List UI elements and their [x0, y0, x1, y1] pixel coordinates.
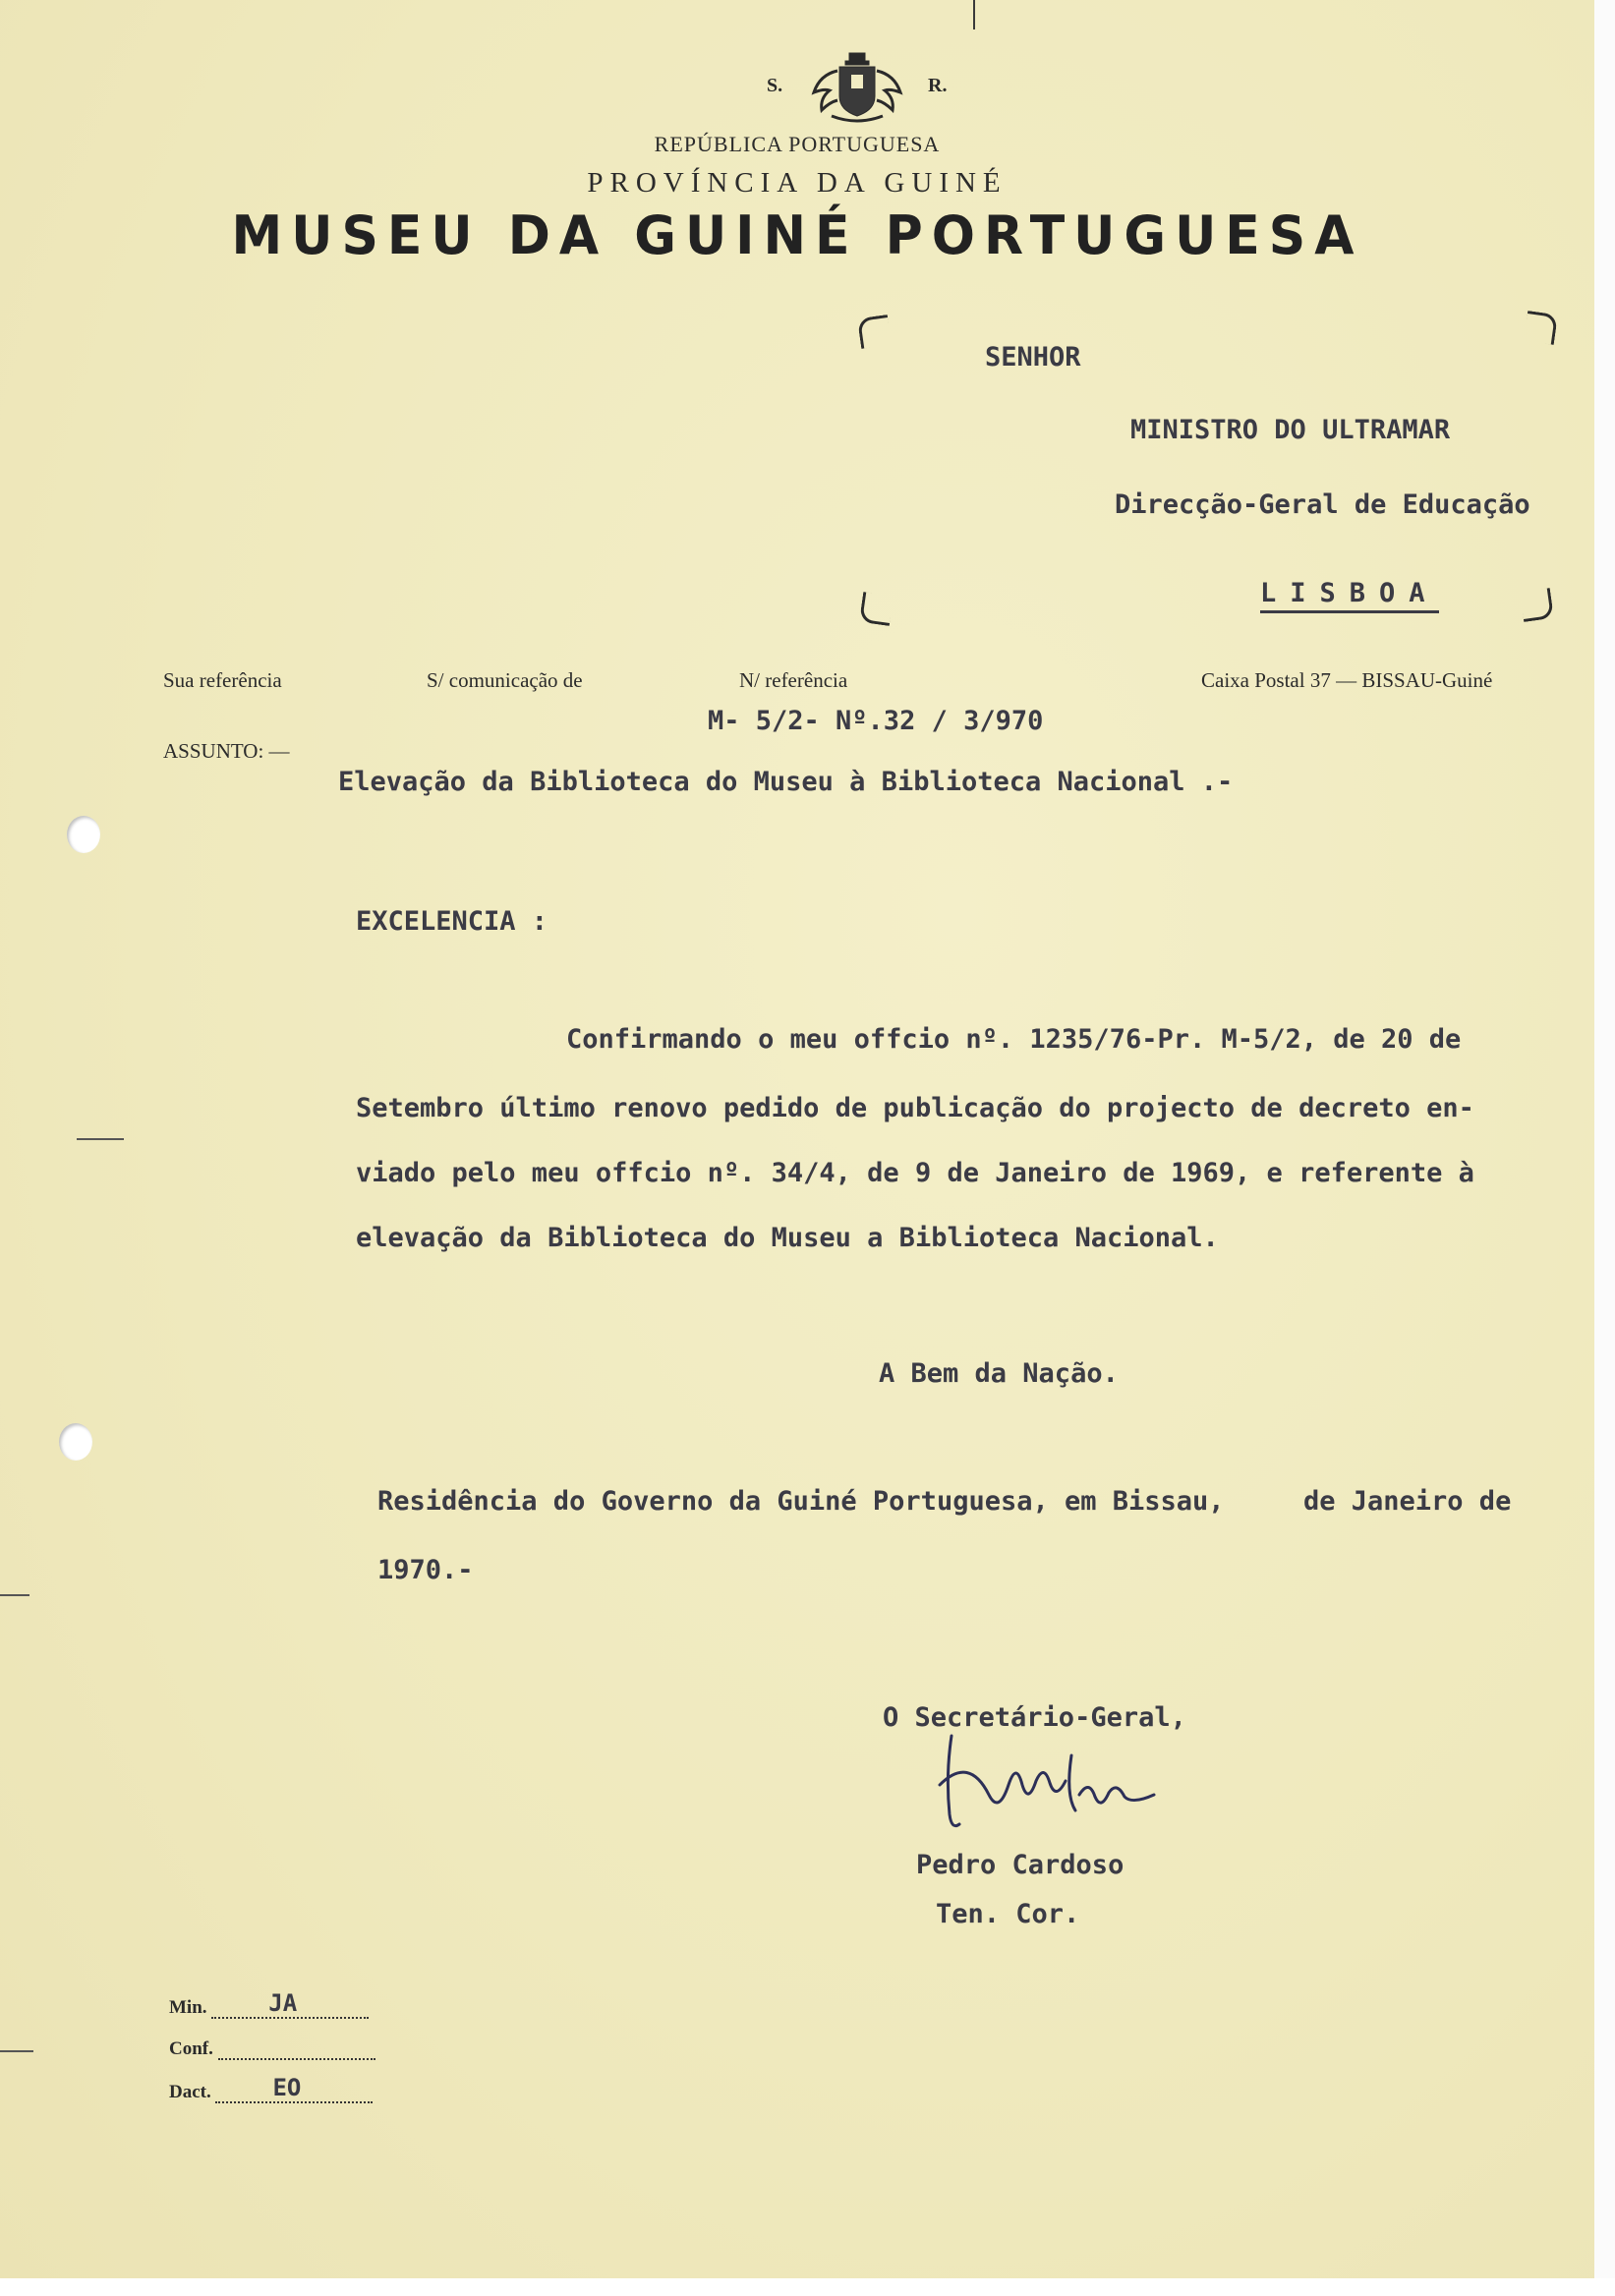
s-mark: S. [767, 75, 783, 96]
page-edge-right [1594, 0, 1615, 2296]
addressee-salutation: SENHOR [985, 342, 1081, 373]
province-heading: PROVÍNCIA DA GUINÉ [587, 167, 1008, 199]
margin-mark [0, 2050, 33, 2052]
assunto-label: ASSUNTO: — [163, 739, 290, 763]
address-corner [857, 315, 892, 349]
coat-of-arms-icon [810, 51, 904, 126]
footer-conf [169, 2038, 375, 2060]
addressee-directorate: Direcção-Geral de Educação [1115, 489, 1530, 520]
addressee-city: LISBOA [1260, 578, 1439, 613]
min-initials: JA [268, 1989, 298, 2017]
margin-mark [77, 1138, 124, 1140]
republic-heading: REPÚBLICA PORTUGUESA [654, 132, 941, 156]
sua-referencia-label: Sua referência [163, 668, 282, 692]
body-line-4: elevação da Biblioteca do Museu a Biblioteca Nacional. [356, 1223, 1219, 1253]
comunicacao-label: S/ comunicação de [427, 668, 583, 692]
dact-initials: EO [272, 2074, 302, 2101]
conf-label: Conf. [169, 2038, 213, 2059]
addressee-minister: MINISTRO DO ULTRAMAR [1130, 415, 1451, 445]
punch-hole [59, 1423, 92, 1461]
min-dotted-line [211, 1989, 369, 2019]
reference-number: M- 5/2- Nº.32 / 3/970 [708, 706, 1044, 736]
r-mark: R. [928, 75, 948, 96]
greeting: EXCELENCIA : [356, 906, 548, 937]
signer-name: Pedro Cardoso [916, 1850, 1125, 1880]
signer-title: O Secretário-Geral, [883, 1702, 1186, 1733]
handwritten-signature [932, 1726, 1178, 1844]
nossa-referencia-label: N/ referência [739, 668, 848, 692]
closing: A Bem da Nação. [879, 1358, 1119, 1389]
subject-line: Elevação da Biblioteca do Museu à Biblioteca Nacional .- [338, 767, 1234, 797]
min-label: Min. [169, 1997, 207, 2018]
place-date-month: de Janeiro de [1303, 1486, 1512, 1517]
page-edge-bottom [0, 2278, 1615, 2296]
margin-mark [0, 1594, 29, 1596]
fold-mark [973, 0, 975, 29]
place-date-line: Residência do Governo da Guiné Portuguesa, em Bissau, [377, 1486, 1225, 1517]
footer-min [169, 1989, 369, 2019]
signer-rank: Ten. Cor. [936, 1899, 1080, 1929]
body-line-3: viado pelo meu offcio nº. 34/4, de 9 de Janeiro de 1969, e referente à [356, 1158, 1474, 1188]
punch-hole [67, 816, 100, 853]
caixa-postal: Caixa Postal 37 — BISSAU-Guiné [1201, 668, 1493, 692]
museum-title: MUSEU DA GUINÉ PORTUGUESA [231, 204, 1363, 267]
dact-dotted-line [215, 2074, 373, 2103]
body-line-2: Setembro último renovo pedido de publicação do projecto de decreto en- [356, 1093, 1474, 1123]
conf-dotted-line [218, 2040, 375, 2060]
place-date-year: 1970.- [377, 1555, 474, 1585]
dact-label: Dact. [169, 2082, 211, 2102]
footer-dact [169, 2074, 373, 2103]
body-line-1: Confirmando o meu offcio nº. 1235/76-Pr. M-5/2, de 20 de [566, 1024, 1462, 1055]
